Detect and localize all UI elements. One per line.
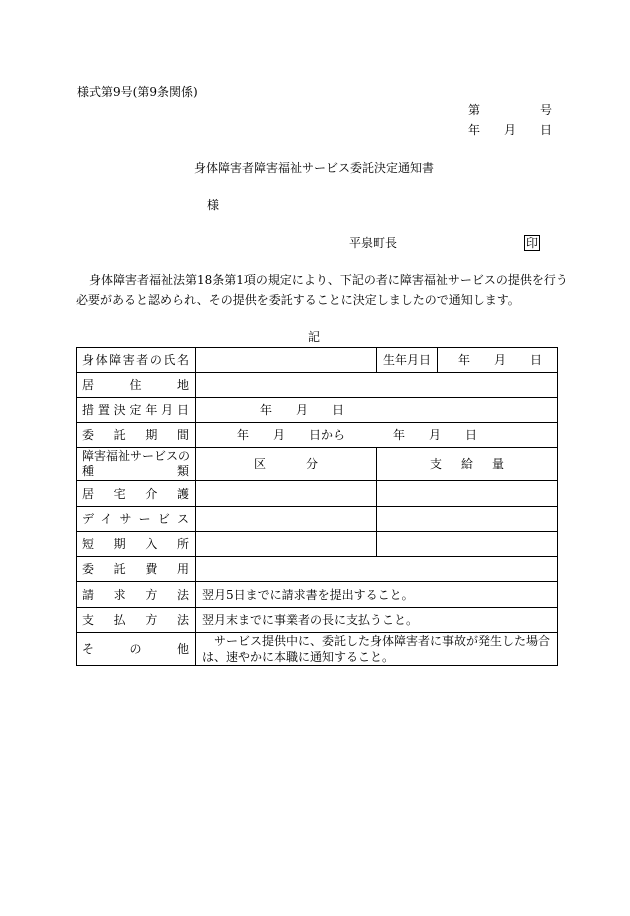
row-fee: [77, 557, 558, 582]
row-name: [77, 348, 558, 373]
value-other-line-1: サービス提供中に、委託した身体障害者に事故が発生した場合: [202, 634, 551, 648]
label-service-type-line-1: 障害福祉サービスの: [82, 449, 191, 463]
notation-ki: 記: [307, 330, 320, 344]
label-name: 身体障害者の氏名: [77, 348, 196, 373]
value-category-short-stay: [196, 532, 377, 557]
value-amount-short-stay: [377, 532, 558, 557]
label-service-type-line-2: 種類: [82, 464, 189, 478]
row-service-short-stay: [77, 532, 558, 557]
label-payment: 支払方法: [77, 608, 196, 633]
issuer-name: 平泉町長: [349, 236, 398, 250]
value-other-line-2: は、速やかに本職に通知すること。: [202, 650, 395, 664]
header-category: 区分: [254, 457, 318, 471]
value-category-day-service: [196, 507, 377, 532]
label-decision-date: 措置決定年月日: [77, 398, 196, 423]
row-service-home-care: [77, 481, 558, 507]
value-decision-date: 年 月 日: [196, 398, 558, 423]
document-title: 身体障害者障害福祉サービス委託決定通知書: [193, 161, 434, 175]
document-number-line: 第 号: [468, 103, 553, 117]
value-name: [196, 348, 377, 373]
label-other: その他: [77, 633, 196, 666]
row-service-day-service: [77, 507, 558, 532]
row-decision-date: [77, 398, 558, 423]
value-payment: 翌月末までに事業者の長に支払うこと。: [196, 608, 558, 633]
row-payment: [77, 608, 558, 633]
form-number: 様式第9号(第9条関係): [77, 85, 198, 99]
seal-mark: 印: [525, 236, 538, 250]
details-table: [76, 347, 558, 666]
row-address: [77, 373, 558, 398]
label-birth-date: 生年月日: [377, 348, 438, 373]
label-period: 委託期間: [77, 423, 196, 448]
body-text-line-1: 身体障害者福祉法第18条第1項の規定により、下記の者に障害福祉サービスの提供を行う: [77, 273, 568, 287]
row-other: [77, 633, 558, 666]
addressee-suffix: 様: [207, 198, 220, 212]
label-service-type: [77, 448, 196, 481]
value-birth-date: 年 月 日: [438, 348, 558, 373]
row-period: [77, 423, 558, 448]
header-amount-cell: [377, 448, 558, 481]
value-address: [196, 373, 558, 398]
value-amount-home-care: [377, 481, 558, 507]
issue-date-line: 年 月 日: [468, 123, 553, 137]
label-service-home-care: 居宅介護: [77, 481, 196, 507]
label-service-day-service: デイサービス: [77, 507, 196, 532]
label-billing: 請求方法: [77, 582, 196, 608]
value-category-home-care: [196, 481, 377, 507]
body-text-line-2: 必要があると認められ、その提供を委託することに決定しましたので通知します。: [76, 293, 520, 307]
row-billing: [77, 582, 558, 608]
value-billing: 翌月5日までに請求書を提出すること。: [196, 582, 558, 608]
header-amount: 支給量: [430, 457, 504, 471]
label-address: 居住地: [77, 373, 196, 398]
header-category-cell: [196, 448, 377, 481]
value-fee: [196, 557, 558, 582]
row-service-type-header: [77, 448, 558, 481]
value-amount-day-service: [377, 507, 558, 532]
label-service-short-stay: 短期入所: [77, 532, 196, 557]
value-other: [196, 633, 558, 666]
label-fee: 委託費用: [77, 557, 196, 582]
value-period: 年 月 日から 年 月 日: [196, 423, 558, 448]
